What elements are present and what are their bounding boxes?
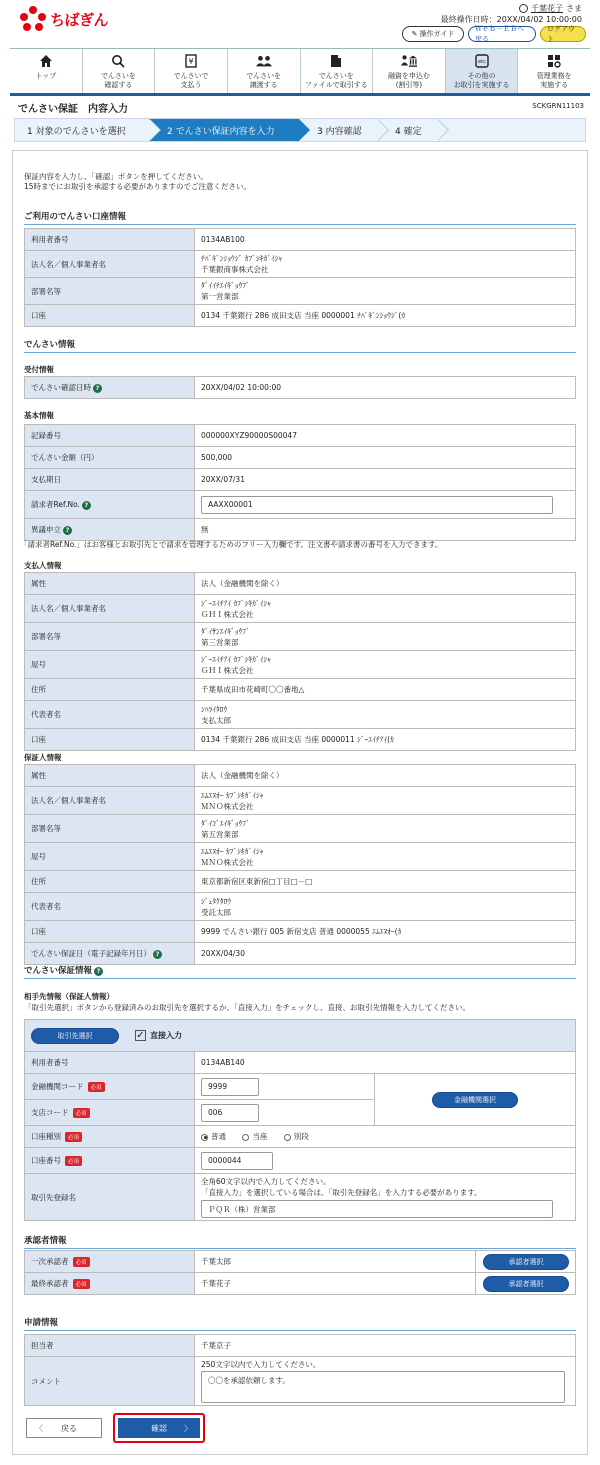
counterparty-table [24,1019,576,1221]
step-label: 3 内容確認 [317,126,362,137]
counterparty-note: 「取引先選択」ボタンから登録済みのお取引先を選択するか、「直接入力」をチェックし、直接、お取引先情報を入力してください。 [24,1003,471,1012]
row-label: 口座 [25,921,195,943]
row-value: 第三営業部 [201,637,239,647]
section-guarantee-title [24,964,576,979]
row-value: ＭＮＯ株式会社 [201,857,254,867]
logo[interactable] [20,6,108,32]
row-label: 法人名／個人事業者名 [25,787,195,815]
row-value: 受託太郎 [201,907,231,917]
row-label: 口座番号 [31,1156,61,1165]
direct-input-checkbox[interactable]: ✓ [136,1030,145,1041]
row-value: 東京都新宿区東新宿□丁目□－□ [195,871,576,893]
table-row [25,1020,576,1052]
guarantor-title: 保証人情報 [24,753,62,762]
table-row [25,469,576,491]
nav-label-2: お取引を実施する [453,81,510,89]
page-title: でんさい保証 内容入力 [18,104,128,115]
nav-label-2: ファイルで取引する [304,81,368,89]
logo-text: ちばぎん [50,10,109,29]
row-value: 0134AB140 [195,1052,576,1074]
nav-label-2: 譲渡する [249,81,278,89]
pencil-icon: ✎ [411,30,418,38]
table-row [25,447,576,469]
required-badge: 必須 [88,1082,105,1092]
row-value: 無 [195,519,576,541]
table-row [25,491,576,519]
table-row [25,1052,576,1074]
branch-code-input[interactable]: 006 [201,1104,259,1122]
ref-note: 「請求者Ref.No.」はお客様とお取引先とで請求を管理するためのフリー入力欄です。注文書や請求書の番号を入力できます。 [20,540,443,549]
confirm-button[interactable] [118,1418,200,1438]
required-badge: 必須 [73,1257,90,1267]
nav-loan[interactable] [373,49,446,93]
reg-name-note-2: 「直接入力」を選択している場合は、「取引先登録名」を入力する必要があります。 [201,1188,482,1197]
reg-name-note-1: 全角60文字以内で入力してください。 [201,1177,331,1186]
row-label: 代表者名 [25,701,195,729]
row-label: 屋号 [25,843,195,871]
row-label: 住所 [25,871,195,893]
table-row [25,1126,576,1148]
logo-mark-icon [20,6,46,32]
comment-note: 250文字以内で入力してください。 [201,1360,321,1369]
row-value-kana: ﾀﾞｲｻﾝｴｲｷﾞｮｳﾌﾞ [201,626,250,636]
required-badge: 必須 [73,1279,90,1289]
table-row [25,943,576,965]
guarantee-title-text: でんさい保証情報 [24,966,93,976]
table-row [25,278,576,305]
users-icon [256,53,272,69]
table-row [25,1251,576,1273]
table-row [25,1335,576,1357]
row-value-kana: ｴﾑｴﾇｵｰ ｶﾌﾞｼｷｶﾞｲｼｬ [201,790,264,800]
row-label: 属性 [25,573,195,595]
row-value: 20XX/07/31 [195,469,576,491]
table-row [25,729,576,751]
table-row [25,679,576,701]
bank-select-button[interactable]: 金融機関選択 [432,1092,518,1108]
nav-label-2: (割引等) [395,81,423,89]
header [0,0,600,48]
back-button[interactable] [26,1418,102,1438]
row-value: 千葉銀商事株式会社 [201,265,269,274]
step-1 [15,119,149,141]
row-value: 千葉花子 [195,1273,476,1295]
chevron-left-icon: 〈 [35,1423,43,1433]
svg-text:etc: etc [477,59,486,65]
row-label: 支払期日 [25,469,195,491]
nav-label-2: 確認する [104,81,133,89]
global-nav [10,48,590,96]
required-badge: 必須 [65,1156,82,1166]
row-label: 住所 [25,679,195,701]
back-label: 戻る [61,1423,77,1433]
row-value: 20XX/04/30 [195,943,576,965]
row-label: 代表者名 [25,893,195,921]
nav-label-2: 支払う [180,81,202,89]
row-value: 支払太郎 [201,715,231,725]
row-value-kana: ｼﾊﾗｲﾀﾛｳ [201,704,228,714]
nav-admin[interactable] [518,49,590,93]
bank-code-input[interactable]: 9999 [201,1078,259,1096]
step-label: 4 確定 [395,126,422,137]
section-application-title: 申請情報 [24,1316,576,1331]
guide-button[interactable] [402,26,464,42]
row-label: 異議申立 [31,525,61,534]
row-label: 金融機関コード [31,1082,84,1091]
screen-code: SCKGRN11103 [532,102,584,110]
row-value: 千葉県成田市花崎町〇〇番地△ [195,679,576,701]
row-value: 法人（金融機関を除く） [195,573,576,595]
table-row [25,1074,576,1100]
table-row [25,1273,576,1295]
row-value-kana: ｼﾞｭﾀｸﾀﾛｳ [201,896,231,906]
account-number-input[interactable]: 0000044 [201,1152,273,1170]
required-badge: 必須 [65,1132,82,1142]
user-icon [519,4,528,13]
row-label: 最終承認者 [31,1279,69,1288]
row-value: 第一営業部 [201,292,239,301]
section-account-title: ご利用のでんさい口座情報 [24,210,576,225]
nav-top[interactable] [10,49,83,93]
first-approver-select-button[interactable]: 承認者選択 [483,1254,569,1270]
row-value-kana: ﾁﾊﾞｷﾞﾝｼｮｳｼﾞ ｶﾌﾞｼｷｶﾞｲｼｬ [201,254,283,263]
row-value: 20XX/04/02 10:00:00 [195,377,576,399]
row-label: 一次承認者 [31,1257,69,1266]
nav-transfer[interactable] [228,49,301,93]
guide-label: 操作ガイド [419,30,455,38]
final-approver-select-button[interactable]: 承認者選択 [483,1276,569,1292]
acct-type-radio-betsudan[interactable] [284,1134,291,1141]
payer-table [24,572,576,751]
reception-title: 受付情報 [24,365,54,374]
confirm-highlight [113,1413,205,1443]
account-table [24,228,576,327]
table-row [25,651,576,679]
acct-type-radio-futsu[interactable] [201,1134,208,1141]
direct-input-label: 直接入力 [150,1031,182,1040]
row-value-kana: ﾀﾞｲｲﾁｴｲｷﾞｮｳﾌﾞ [201,281,250,290]
intro-text-1: 保証内容を入力し、「確認」ボタンを押してください。 [24,172,208,181]
row-label: 利用者番号 [25,229,195,251]
table-row [25,1148,576,1174]
row-label: 支店コード [31,1108,69,1117]
nav-label: でんさいを [100,72,136,80]
row-value: ＧＨＩ株式会社 [201,665,254,675]
payer-title: 支払人情報 [24,561,62,570]
nav-label-2: 実施する [540,81,569,89]
row-label: でんさい保証日（電子記録年月日） [31,949,151,958]
table-row [25,251,576,278]
svg-text:¥: ¥ [188,57,194,66]
row-value: 第五営業部 [201,829,239,839]
row-value: ＧＨＩ株式会社 [201,609,254,619]
approver-table [24,1250,576,1295]
nav-pay[interactable] [155,49,228,93]
help-icon[interactable]: ? [153,950,162,959]
nav-label: でんさいで [173,72,209,80]
admin-icon [546,53,562,69]
user-info [519,3,582,14]
logout-button[interactable]: ログアウト [540,26,586,42]
table-row [25,871,576,893]
guarantor-table [24,764,576,965]
comment-textarea[interactable]: 〇〇を承認依頼します。 [201,1371,565,1403]
row-value: 法人（金融機関を除く） [195,765,576,787]
row-value: 0134 千葉銀行 286 成田支店 当座 0000001 ﾁﾊﾞｷﾞﾝｼｮｳｼﾞ(ｶ [195,305,576,327]
intro-text-2: 15時までにお取引を承認する必要がありますのでご注意ください。 [24,182,252,191]
partner-name-input[interactable]: ＰＱＲ（株）営業部 [201,1200,553,1218]
acct-type-radio-toza[interactable] [242,1134,249,1141]
user-name-link[interactable]: 千葉花子 [531,4,563,13]
step-3 [299,119,377,141]
nav-confirm[interactable] [83,49,156,93]
row-label: 部署名等 [25,278,195,305]
user-suffix: さま [566,4,582,13]
table-row [25,595,576,623]
row-label: 口座 [25,305,195,327]
nav-label: 管理業務を [536,72,572,80]
row-label: 口座種別 [31,1132,61,1141]
nav-label: トップ [35,72,57,80]
ref-no-input[interactable]: AAXX00001 [201,496,553,514]
section-densai-title: でんさい情報 [24,338,576,353]
step-indicator [14,118,586,142]
row-value: 0134AB100 [195,229,576,251]
row-value: 500,000 [195,447,576,469]
row-label: 部署名等 [25,815,195,843]
table-row [25,1357,576,1406]
application-table [24,1334,576,1406]
nav-label: 融資を申込む [387,72,430,80]
basic-title: 基本情報 [24,411,54,420]
nav-other[interactable] [446,49,519,93]
radio-label: 普通 [211,1132,226,1141]
radio-label: 別段 [293,1132,309,1141]
yen-doc-icon [183,53,199,69]
nav-label: でんさいを [318,72,354,80]
row-label: 法人名／個人事業者名 [25,595,195,623]
table-row [25,1174,576,1221]
step-label: 2 でんさい保証内容を入力 [167,126,275,137]
row-label: 記録番号 [25,425,195,447]
nav-file[interactable] [301,49,374,93]
row-label: 部署名等 [25,623,195,651]
counterparty-title: 相手先情報（保証人情報） [24,992,114,1001]
table-row [25,519,576,541]
partner-select-button[interactable]: 取引先選択 [31,1028,119,1044]
table-row [25,229,576,251]
help-icon[interactable]: ? [94,967,103,976]
row-value: 9999 でんさい銀行 005 新宿支店 普通 0000055 ｴﾑｴﾇｵｰ(ｶ [195,921,576,943]
file-icon [328,53,344,69]
chevron-right-icon: 〉 [184,1423,192,1433]
step-2-current [149,119,299,141]
table-row [25,921,576,943]
table-row [25,425,576,447]
nav-label: その他の [467,72,496,80]
nav-label: でんさいを [246,72,282,80]
row-label: 取引先登録名 [25,1174,195,1221]
etc-icon [474,53,490,69]
row-label: でんさい金額（円） [25,447,195,469]
search-icon [110,53,126,69]
help-icon[interactable]: ? [82,501,91,510]
table-row [25,893,576,921]
web-eb-button[interactable]: Ｗｅｂ－ＥＢへ戻る [468,26,536,42]
row-label: 請求者Ref.No. [31,500,80,509]
row-label: 利用者番号 [25,1052,195,1074]
bank-icon [401,53,417,69]
row-label: 属性 [25,765,195,787]
row-label: 法人名／個人事業者名 [25,251,195,278]
basic-table [24,424,576,541]
table-row [25,815,576,843]
table-row [25,377,576,399]
step-label: 1 対象のでんさいを選択 [27,126,126,137]
row-value-kana: ｼﾞｰｴｲﾁｱｲ ｶﾌﾞｼｷｶﾞｲｼｬ [201,598,271,608]
confirm-label: 確認 [151,1423,167,1433]
home-icon [38,53,54,69]
reception-table [24,376,576,399]
table-row [25,573,576,595]
row-value: 千葉京子 [195,1335,576,1357]
row-value: 0134 千葉銀行 286 成田支店 当座 0000011 ｼﾞｰｴｲﾁｱｲ(ｶ [195,729,576,751]
row-label: 屋号 [25,651,195,679]
section-approver-title: 承認者情報 [24,1234,576,1249]
row-label: コメント [25,1357,195,1406]
required-badge: 必須 [73,1108,90,1118]
help-icon[interactable]: ? [93,384,102,393]
row-label: 口座 [25,729,195,751]
table-row [25,787,576,815]
row-label: でんさい確認日時 [31,383,91,392]
table-row [25,765,576,787]
help-icon[interactable]: ? [63,526,72,535]
table-row [25,305,576,327]
radio-label: 当座 [252,1132,268,1141]
table-row [25,623,576,651]
table-row [25,701,576,729]
last-operation: 最終操作日時：20XX/04/02 10:00:00 [440,15,582,24]
row-value-kana: ｼﾞｰｴｲﾁｱｲ ｶﾌﾞｼｷｶﾞｲｼｬ [201,654,271,664]
row-value: 000000XYZ90000S00047 [195,425,576,447]
row-value: 千葉太郎 [195,1251,476,1273]
table-row [25,843,576,871]
row-value: ＭＮＯ株式会社 [201,801,254,811]
row-value-kana: ｴﾑｴﾇｵｰ ｶﾌﾞｼｷｶﾞｲｼｬ [201,846,264,856]
row-value-kana: ﾀﾞｲｺﾞｴｲｷﾞｮｳﾌﾞ [201,818,250,828]
row-label: 担当者 [25,1335,195,1357]
